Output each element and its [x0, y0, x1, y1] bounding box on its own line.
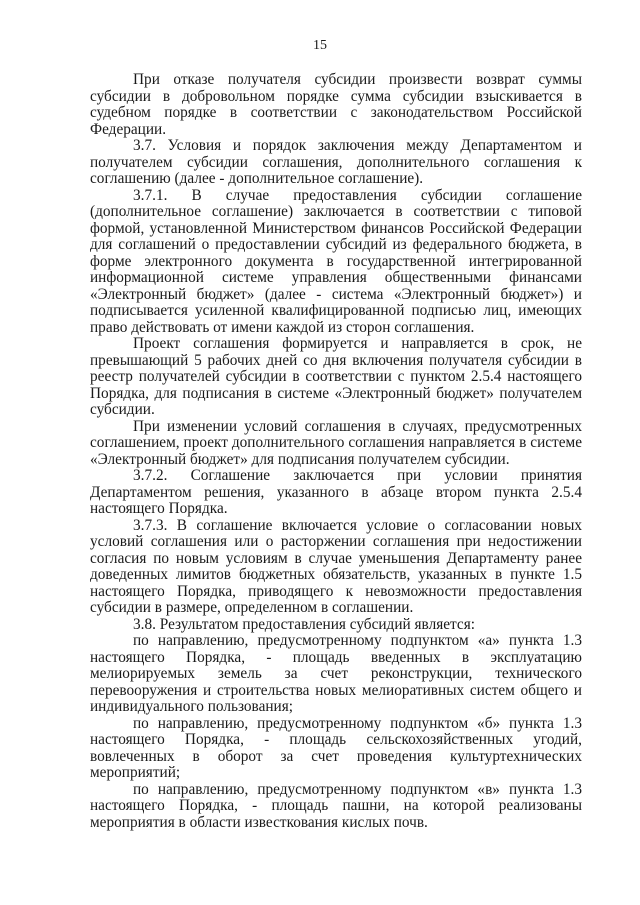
paragraph-direction-b: по направлению, предусмотренному подпунктом «б» пункта 1.3 настоящего Порядка, - площадь сельскохозяйственных угодий, вовлеченных в оборот за счет проведения культуртехнических мероприятий; [90, 714, 582, 781]
paragraph-agreement-changes: При изменении условий соглашения в случаях, предусмотренных соглашением, проект дополнительного соглашения направляется в системе «Электронный бюджет» для подписания получателем субсидии. [90, 417, 582, 468]
paragraph-3-7-2: 3.7.2. Соглашение заключается при условии принятия Департаментом решения, указанного в абзаце втором пункта 2.5.4 настоящего Порядка. [90, 467, 582, 517]
paragraph-3-7-1: 3.7.1. В случае предоставления субсидии соглашение (дополнительное соглашение) заключается в соответствии с типовой формой, установленной Министерством финансов Российской Федерации для соглашений о предоставлении субсидий из федерального бюджета, в форме электронного документа в государственной интегрированной информационной системе управления общественными финансами «Электронный бюджет» (далее - система «Электронный бюджет») и подписывается усиленной квалифицированной подписью лиц, имеющих право действовать от имени каждой из сторон соглашения. [90, 186, 582, 336]
paragraph-3-7-3: 3.7.3. В соглашение включается условие о согласовании новых условий соглашения или о расторжении соглашения при недостижении согласия по новым условиям в случае уменьшения Департаменту ранее доведенных лимитов бюджетных обязательств, указанных в пункте 1.5 настоящего Порядка, приводящего к невозможности предоставления субсидии в размере, определенном в соглашении. [90, 516, 582, 616]
paragraph-direction-a: по направлению, предусмотренному подпунктом «а» пункта 1.3 настоящего Порядка, - площадь введенных в эксплуатацию мелиорируемых земель за счет реконструкции, технического перевооружения и строительства новых мелиоративных систем общего и индивидуального пользования; [90, 632, 582, 715]
paragraph-3-8: 3.8. Результатом предоставления субсидий является: [133, 615, 475, 633]
page-number: 15 [313, 38, 327, 53]
paragraph-refund-refusal: При отказе получателя субсидии произвести возврат суммы субсидии в добровольном порядке сумма субсидии взыскивается в судебном порядке в соответствии с законодательством Российской Федерации. [90, 71, 582, 138]
paragraph-draft-agreement: Проект соглашения формируется и направляется в срок, не превышающий 5 рабочих дней со дня включения получателя субсидии в реестр получателей субсидии в соответствии с пунктом 2.5.4 настоящего Порядка, для подписания в системе «Электронный бюджет» получателем субсидии. [90, 335, 582, 418]
paragraph-3-7: 3.7. Условия и порядок заключения между Департаментом и получателем субсидии соглашения, дополнительного соглашения к соглашению (далее - дополнительное соглашение). [90, 137, 582, 187]
paragraph-direction-c: по направлению, предусмотренному подпунктом «в» пункта 1.3 настоящего Порядка, - площадь пашни, на которой реализованы мероприятия в области известкования кислых почв. [90, 780, 582, 831]
document-body [90, 72, 582, 831]
